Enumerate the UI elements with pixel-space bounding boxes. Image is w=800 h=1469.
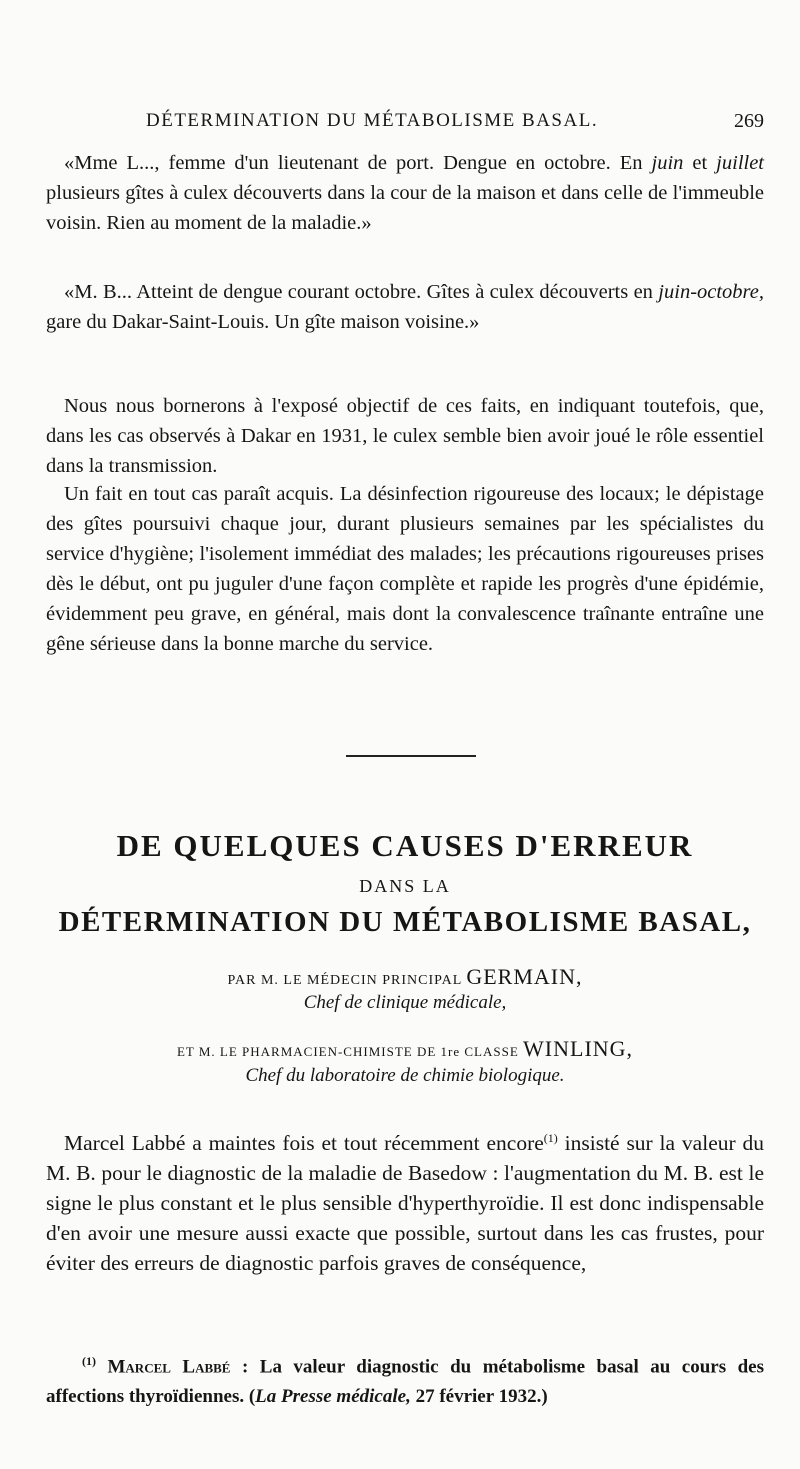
footnote-text: 27 février 1932.) bbox=[410, 1386, 548, 1408]
case-text: gare du Dakar-Saint-Louis. Un gîte maison voisine.» bbox=[46, 311, 480, 333]
author-affiliation: Chef de clinique médicale, bbox=[303, 992, 507, 1013]
author-line bbox=[46, 1036, 764, 1062]
footnote-text: : La valeur diagnostic du métabolisme basal au cours des affections thyroïdiennes. ( bbox=[46, 1356, 765, 1408]
article-subtitle: DÉTERMINATION DU MÉTABOLISME BASAL, bbox=[58, 906, 752, 938]
article-body bbox=[46, 1123, 764, 1278]
footnote bbox=[46, 1346, 764, 1412]
body-paragraph: Un fait en tout cas paraît acquis. La désinfection rigoureuse des locaux; le dépistage des gîtes poursuivi chaque jour, durant plusieurs semaines par les spécialistes du service d'hygiène; l'isolement immédiat des malades; les précautions rigoureuses prises dès le début, ont pu juguler d'une façon complète et rapide les progrès d'une épidémie, évidemment peu grave, en général, mais dont la convalescence traînante entraîne une gêne sérieuse dans la bonne marche du service. bbox=[46, 483, 764, 655]
footnote-journal: La Presse médicale, bbox=[255, 1386, 411, 1408]
author-name: WINLING, bbox=[523, 1036, 634, 1061]
running-head bbox=[46, 110, 764, 140]
case-text: et bbox=[683, 152, 717, 174]
case-paragraph bbox=[46, 277, 764, 337]
page-number: 269 bbox=[734, 110, 764, 132]
article-title: DE QUELQUES CAUSES D'ERREUR bbox=[116, 828, 694, 863]
footnote-ref: (1) bbox=[543, 1131, 558, 1145]
article-text: insisté sur la valeur du M. B. pour le diagnostic de la maladie de Basedow : l'augmentation du M. B. est le signe le plus constant et le plus sensible d'hyperthyroïdie. Il est donc indispensable d'en avoir une mesure aussi exacte que possible, surtout dans les cas frustes, pour éviter des erreurs de diagnostic parfois graves de conséquence, bbox=[46, 1131, 764, 1276]
article-text: Marcel Labbé a maintes fois et tout récemment encore bbox=[64, 1131, 544, 1156]
article-title-connector: DANS LA bbox=[359, 876, 451, 896]
author-name: GERMAIN, bbox=[466, 964, 583, 989]
section-divider bbox=[346, 755, 476, 757]
author-line bbox=[46, 964, 764, 990]
author-prefix: PAR M. LE MÉDECIN PRINCIPAL bbox=[227, 973, 462, 988]
footnote-mark: (1) bbox=[82, 1354, 96, 1368]
author-prefix: ET M. LE PHARMACIEN-CHIMISTE DE 1re CLASSE bbox=[176, 1044, 519, 1059]
footnote-author: Marcel Labbé bbox=[107, 1356, 231, 1378]
author-affiliation: Chef du laboratoire de chimie biologique. bbox=[245, 1065, 565, 1086]
body-paragraph: Nous nous bornerons à l'exposé objectif de ces faits, en indiquant toutefois, que, dans les cas observés à Dakar en 1931, le culex semble bien avoir joué le rôle essentiel dans la transmission. bbox=[46, 395, 764, 477]
case-paragraph bbox=[46, 148, 764, 238]
case-text: «Mme L..., femme d'un lieutenant de port. Dengue en octobre. En bbox=[64, 152, 652, 174]
case-italic: juillet bbox=[716, 152, 764, 174]
case-italic: juin bbox=[651, 152, 684, 174]
case-text: «M. B... Atteint de dengue courant octobre. Gîtes à culex découverts en bbox=[64, 281, 659, 303]
running-head-title: DÉTERMINATION DU MÉTABOLISME BASAL. bbox=[146, 110, 599, 131]
case-text: plusieurs gîtes à culex découverts dans la cour de la maison et dans celle de l'immeuble voisin. Rien au moment de la maladie.» bbox=[46, 182, 764, 234]
page bbox=[46, 0, 764, 1469]
case-italic: juin-octobre, bbox=[658, 281, 764, 303]
